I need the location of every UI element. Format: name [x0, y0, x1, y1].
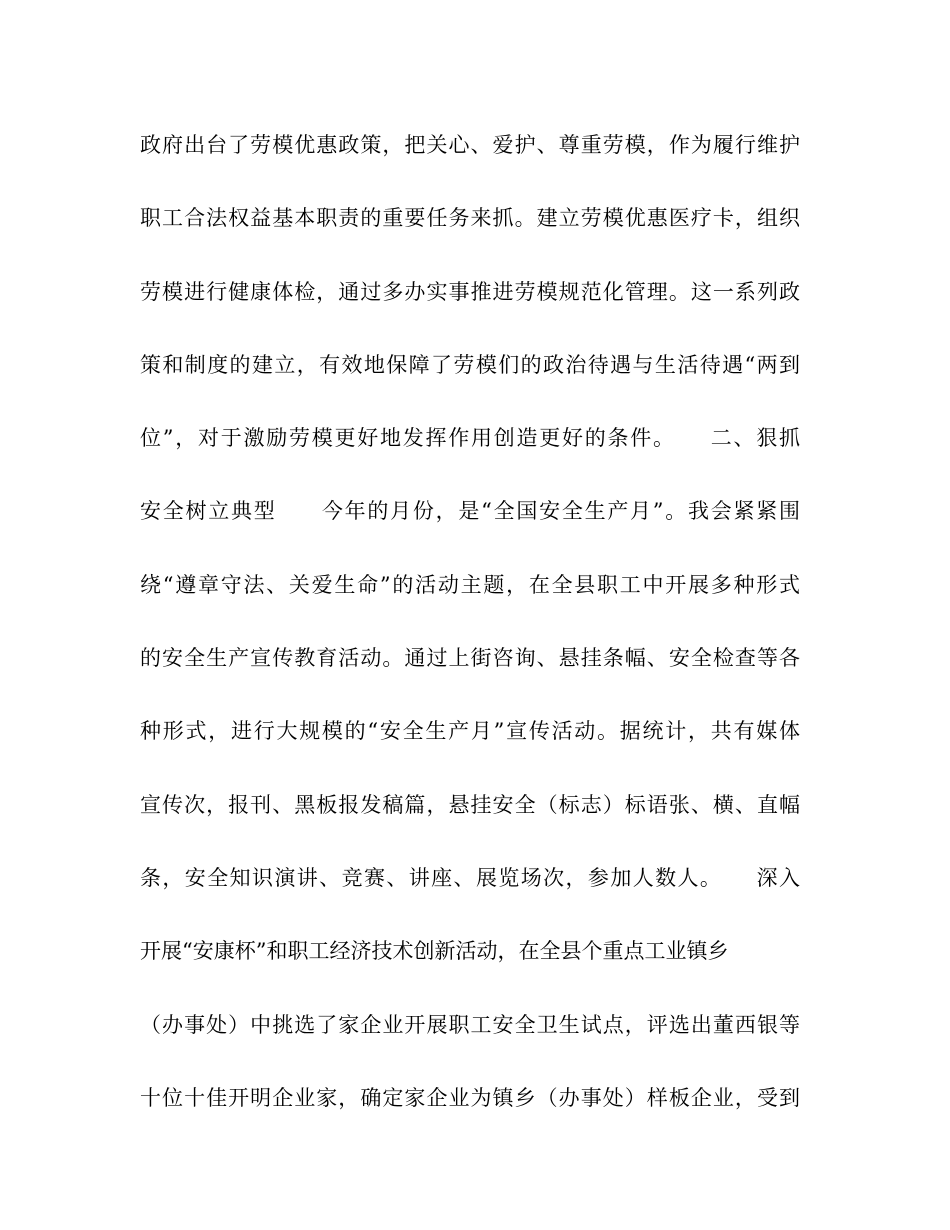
text-line: 的安全生产宣传教育活动。通过上街咨询、悬挂条幅、安全检查等各	[140, 646, 800, 671]
text-line: 条，安全知识演讲、竞赛、讲座、展览场次，参加人数人。 深入	[140, 865, 800, 890]
text-line: （办事处）中挑选了家企业开展职工安全卫生试点，评选出董西银等	[140, 1012, 800, 1037]
text-line: 安全树立典型 今年的月份，是“全国安全生产月”。我会紧紧围	[140, 499, 800, 524]
text-line: 绕“遵章守法、关爱生命”的活动主题，在全县职工中开展多种形式	[140, 572, 800, 597]
text-line: 种形式，进行大规模的“安全生产月”宣传活动。据统计，共有媒体	[140, 719, 800, 744]
text-line: 策和制度的建立，有效地保障了劳模们的政治待遇与生活待遇“两到	[140, 352, 800, 377]
text-line: 十位十佳开明企业家，确定家企业为镇乡（办事处）样板企业，受到	[140, 1085, 800, 1110]
text-line: 位”，对于激励劳模更好地发挥作用创造更好的条件。 二、狠抓	[140, 426, 800, 451]
body-text	[140, 124, 800, 1150]
text-line: 政府出台了劳模优惠政策，把关心、爱护、尊重劳模，作为履行维护	[140, 133, 800, 157]
text-line: 劳模进行健康体检，通过多办实事推进劳模规范化管理。这一系列政	[140, 279, 800, 304]
text-line: 职工合法权益基本职责的重要任务来抓。建立劳模优惠医疗卡，组织	[140, 206, 800, 231]
text-line: 宣传次，报刊、黑板报发稿篇，悬挂安全（标志）标语张、横、直幅	[140, 792, 800, 817]
text-line: 开展“安康杯”和职工经济技术创新活动，在全县个重点工业镇乡	[140, 939, 729, 964]
